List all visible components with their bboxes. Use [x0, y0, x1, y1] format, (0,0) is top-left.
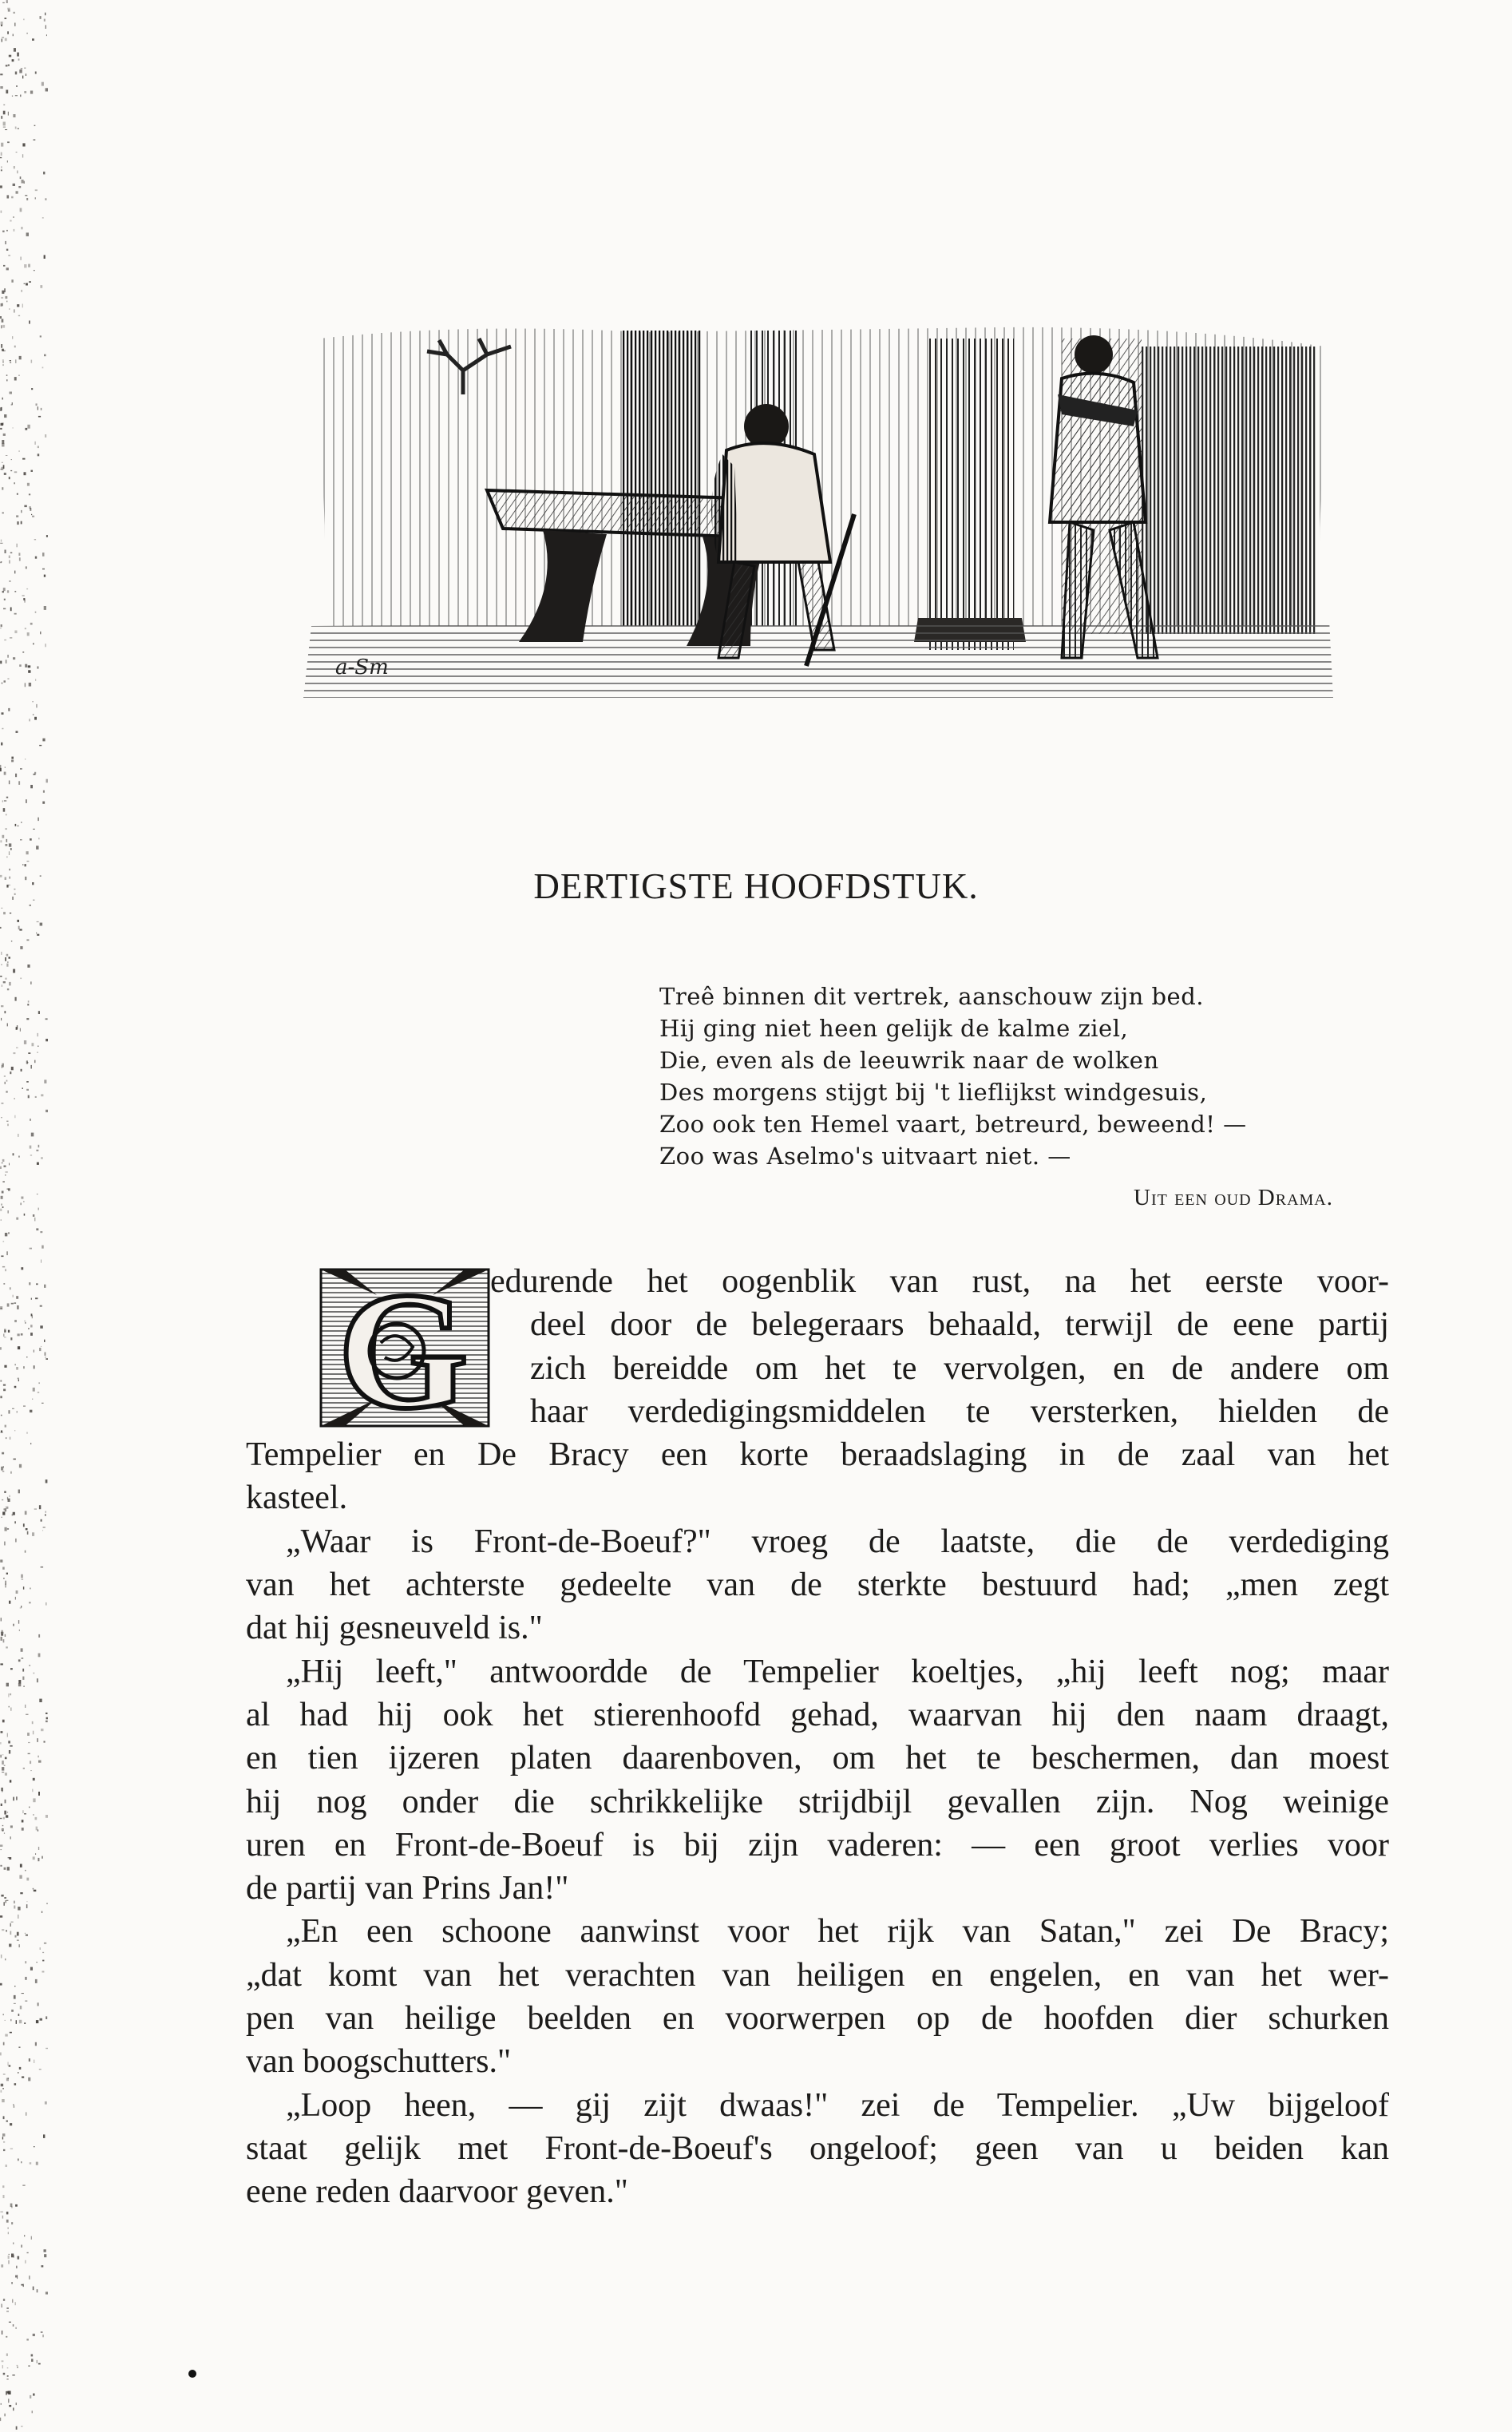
- epigraph: [659, 980, 1378, 1172]
- epigraph-line: Des morgens stijgt bij 't lieflijkst windgesuis,: [659, 1079, 1208, 1106]
- body-line: uren en Front-de-Boeuf is bij zijn vaderen: — een groot verlies voor: [246, 1826, 1389, 1864]
- body-line: hij nog onder die schrikkelijke strijdbijl gevallen zijn. Nog weinige: [246, 1783, 1389, 1820]
- chapter-title: DERTIGSTE HOOFDSTUK.: [533, 866, 979, 906]
- chapter-body: [246, 1260, 1389, 2214]
- body-line: de partij van Prins Jan!": [246, 1870, 569, 1907]
- epigraph-line: Zoo ook ten Hemel vaart, betreurd, beweend! —: [659, 1111, 1247, 1138]
- body-line: al had hij ook het stierenhoofd gehad, waarvan hij den naam draagt,: [246, 1696, 1389, 1733]
- body-line: Tempelier en De Bracy een korte beraadslaging in de zaal van het: [246, 1436, 1389, 1474]
- body-line: haar verdedigingsmiddelen te versterken, hielden de: [530, 1392, 1389, 1430]
- body-line: en tien ijzeren platen daarenboven, om het te beschermen, dan moest: [246, 1740, 1389, 1777]
- epigraph-line: Zoo was Aselmo's uitvaart niet. —: [659, 1143, 1071, 1170]
- body-line: dat hij gesneuveld is.": [246, 1610, 543, 1647]
- body-line: „Loop heen, — gij zijt dwaas!" zei de Tempelier. „Uw bijgeloof: [286, 2086, 1389, 2124]
- body-line: zich bereidde om het te vervolgen, en de andere om: [530, 1349, 1389, 1387]
- pillar-column: [926, 339, 1014, 650]
- body-line: edurende het oogenblik van rust, na het eerste voor-: [490, 1263, 1389, 1300]
- illustration-signature: a-Sm: [335, 656, 389, 679]
- standing-figure-body: [1050, 374, 1146, 522]
- body-line: „En een schoone aanwinst voor het rijk van Satan," zei De Bracy;: [286, 1913, 1389, 1951]
- body-line: van boogschutters.": [246, 2043, 512, 2081]
- standing-figure-head: [1075, 335, 1113, 374]
- body-line: pen van heilige beelden en voorwerpen op de hoofden dier schurken: [246, 2000, 1389, 2038]
- initial-letter: G: [338, 1263, 469, 1432]
- body-line: van het achterste gedeelte van de sterkte bestuurd had; „men zegt: [246, 1567, 1389, 1604]
- wall-dark-right: [1142, 347, 1317, 634]
- epigraph-line: Treê binnen dit vertrek, aanschouw zijn bed.: [659, 983, 1204, 1010]
- epigraph-line: Die, even als de leeuwrik naar de wolken: [659, 1047, 1159, 1074]
- body-line: staat gelijk met Front-de-Boeuf's ongeloof; geen van u beiden kan: [246, 2129, 1389, 2167]
- scan-edge-speckles: [0, 0, 48, 2432]
- epigraph-line: Hij ging niet heen gelijk de kalme ziel,: [659, 1015, 1129, 1042]
- body-line: „dat komt van het verachten van heiligen en engelen, en van het wer-: [246, 1956, 1389, 1994]
- epigraph-source: Uit een oud Drama.: [1134, 1185, 1333, 1210]
- body-line: „Waar is Front-de-Boeuf?" vroeg de laatste, die de verdediging: [286, 1523, 1389, 1560]
- body-line: deel door de belegeraars behaald, terwijl de eene partij: [530, 1306, 1389, 1344]
- pillar-left: [623, 331, 703, 626]
- body-line: eene reden daarvoor geven.": [246, 2173, 628, 2211]
- body-line: kasteel.: [246, 1479, 348, 1517]
- stray-ink-dot: [188, 2370, 196, 2378]
- body-line: „Hij leeft," antwoordde de Tempelier koeltjes, „hij leeft nog; maar: [286, 1653, 1389, 1690]
- chapter-illustration: [303, 323, 1333, 706]
